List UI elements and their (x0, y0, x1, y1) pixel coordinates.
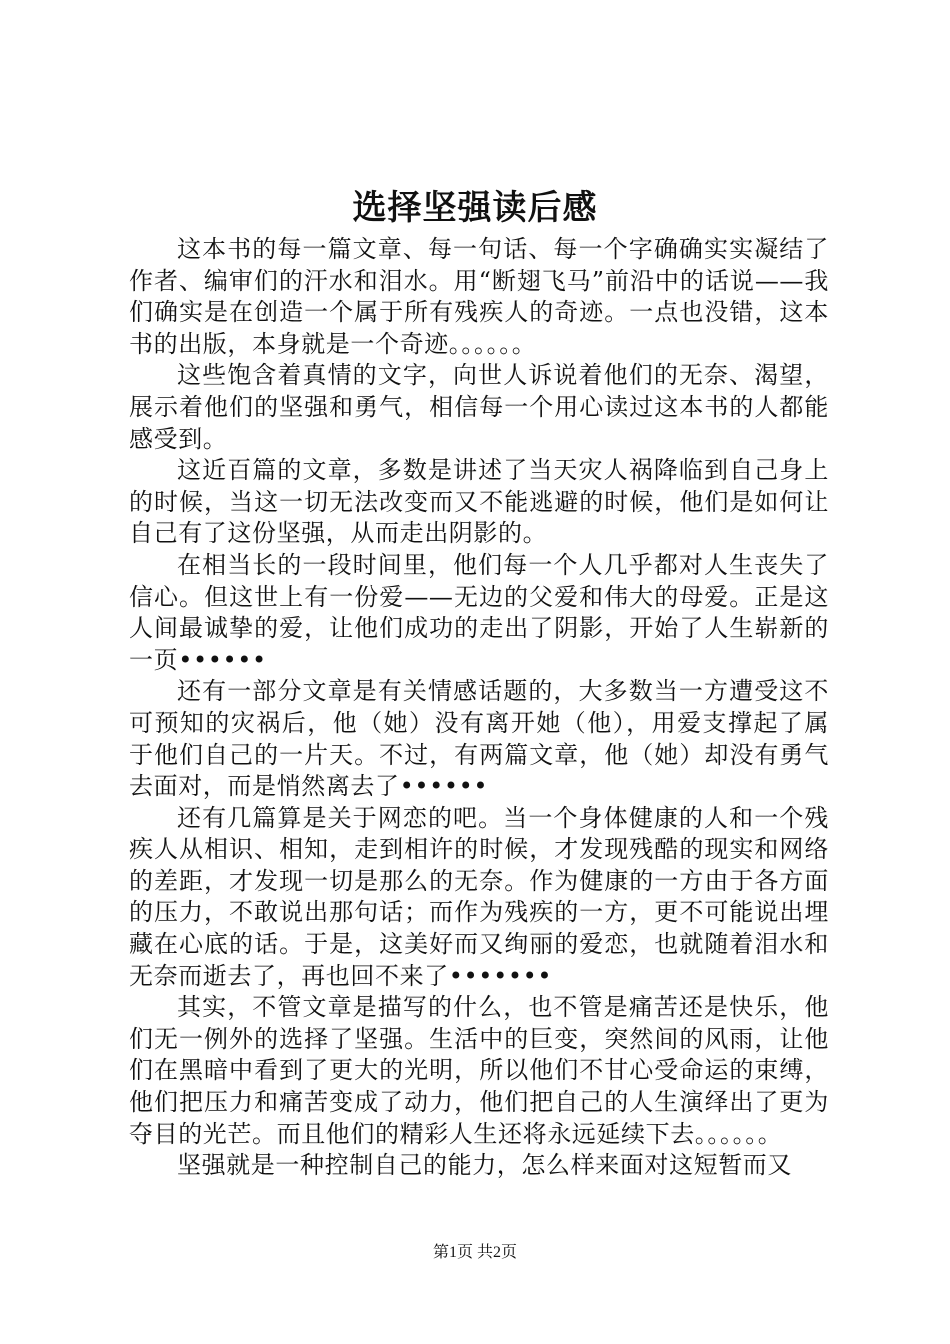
paragraph-4: 在相当长的一段时间里，他们每一个人几乎都对人生丧失了信心。但这世上有一份爱——无边的父爱和伟大的母爱。正是这人间最诚挚的爱，让他们成功的走出了阴影，开始了人生崭新的一页•••••• (129, 550, 829, 674)
paragraph-7: 其实，不管文章是描写的什么，也不管是痛苦还是快乐，他们无一例外的选择了坚强。生活中的巨变，突然间的风雨，让他们在黑暗中看到了更大的光明，所以他们不甘心受命运的束缚，他们把压力和痛苦变成了动力，他们把自己的人生演绎出了更为夺目的光芒。而且他们的精彩人生还将永远延续下去。。。。。。 (129, 993, 829, 1148)
paragraph-6: 还有几篇算是关于网恋的吧。当一个身体健康的人和一个残疾人从相识、相知，走到相许的时候，才发现残酷的现实和网络的差距，才发现一切是那么的无奈。作为健康的一方由于各方面的压力，不敢说出那句话；而作为残疾的一方，更不可能说出埋藏在心底的话。于是，这美好而又绚丽的爱恋，也就随着泪水和无奈而逝去了，再也回不来了••••••• (129, 803, 829, 990)
document-body (129, 234, 829, 1182)
paragraph-8: 坚强就是一种控制自己的能力，怎么样来面对这短暂而又 (177, 1151, 792, 1180)
paragraph-1: 这本书的每一篇文章、每一句话、每一个字确确实实凝结了作者、编审们的汗水和泪水。用“断翅飞马”前沿中的话说——我们确实是在创造一个属于所有残疾人的奇迹。一点也没错，这本书的出版，本身就是一个奇迹。。。。。。 (129, 235, 829, 358)
page-footer: 第1页 共2页 (432, 1244, 517, 1261)
paragraph-2: 这些饱含着真情的文字，向世人诉说着他们的无奈、渴望，展示着他们的坚强和勇气，相信每一个用心读过这本书的人都能感受到。 (129, 361, 829, 453)
paragraph-3: 这近百篇的文章，多数是讲述了当天灾人祸降临到自己身上的时候，当这一切无法改变而又不能逃避的时候，他们是如何让自己有了这份坚强，从而走出阴影的。 (129, 456, 829, 548)
paragraph-5: 还有一部分文章是有关情感话题的，大多数当一方遭受这不可预知的灾祸后，他（她）没有离开她（他），用爱支撑起了属于他们自己的一片天。不过，有两篇文章，他（她）却没有勇气去面对，而是悄然离去了•••••• (129, 677, 829, 801)
document-title: 选择坚强读后感 (352, 188, 598, 228)
